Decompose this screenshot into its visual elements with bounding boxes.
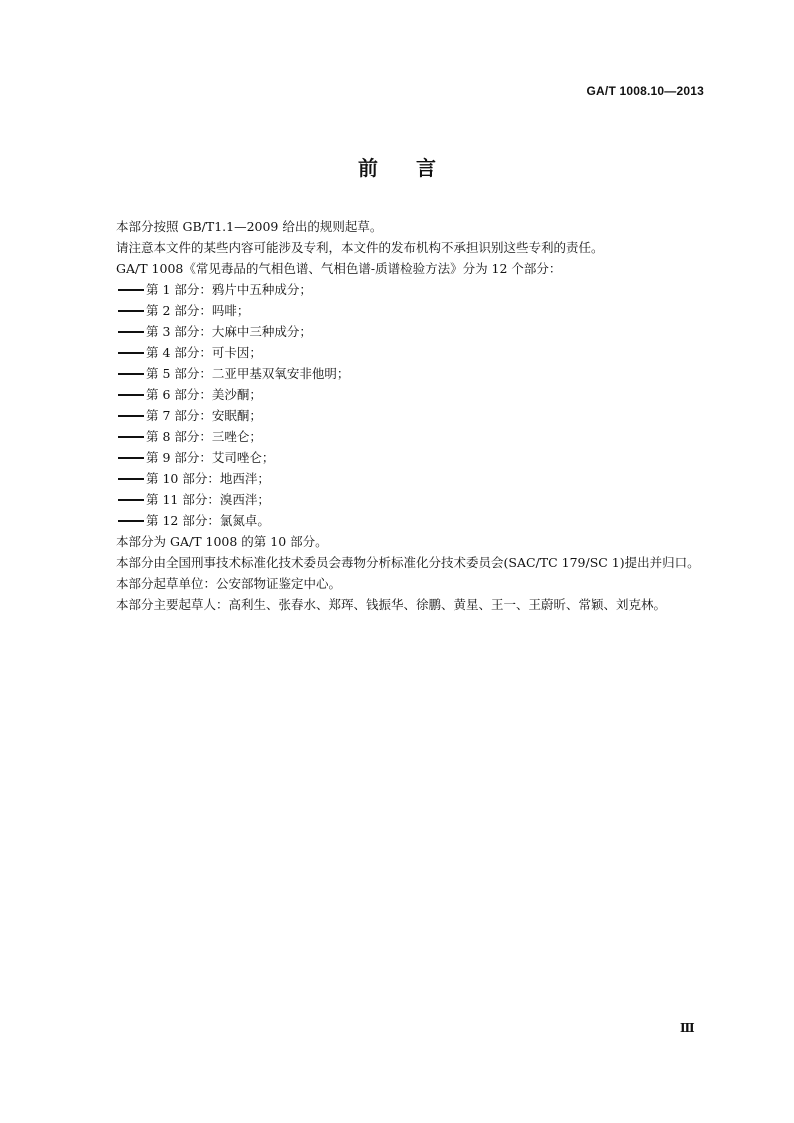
- em-dash-mark: [118, 352, 144, 354]
- list-item-label: 第 8 部分：三唑仑；: [146, 429, 262, 444]
- page-number: Ⅲ: [680, 1021, 695, 1035]
- paragraph-drafting-rules: 本部分按照 GB/T1.1—2009 给出的规则起草。: [116, 219, 383, 234]
- em-dash-mark: [118, 394, 144, 396]
- foreword-body: [90, 216, 706, 615]
- em-dash-mark: [118, 520, 144, 522]
- list-item-label: 第 7 部分：安眠酮；: [146, 408, 262, 423]
- list-item-label: 第 10 部分：地西泮；: [146, 471, 270, 486]
- list-item-label: 第 5 部分：二亚甲基双氧安非他明；: [146, 366, 350, 381]
- paragraph-patent-notice: 请注意本文件的某些内容可能涉及专利，本文件的发布机构不承担识别这些专利的责任。: [116, 240, 604, 255]
- list-item: [90, 363, 706, 384]
- list-item-label: 第 1 部分：鸦片中五种成分；: [146, 282, 312, 297]
- paragraph-part-statement: 本部分为 GA/T 1008 的第 10 部分。: [116, 534, 328, 549]
- list-item: [90, 384, 706, 405]
- paragraph-proposer: 本部分由全国刑事技术标准化技术委员会毒物分析标准化分技术委员会(SAC/TC 179/SC 1)提出并归口。: [116, 555, 700, 570]
- list-item: [90, 279, 706, 300]
- list-item-label: 第 2 部分：吗啡；: [146, 303, 250, 318]
- list-item-label: 第 6 部分：美沙酮；: [146, 387, 262, 402]
- paragraph-parts-intro: GA/T 1008《常见毒品的气相色谱、气相色谱-质谱检验方法》分为 12 个部分：: [116, 261, 562, 276]
- em-dash-mark: [118, 457, 144, 459]
- em-dash-mark: [118, 499, 144, 501]
- em-dash-mark: [118, 415, 144, 417]
- em-dash-mark: [118, 310, 144, 312]
- list-item-label: 第 11 部分：溴西泮；: [146, 492, 270, 507]
- list-item-label: 第 9 部分：艾司唑仑；: [146, 450, 275, 465]
- em-dash-mark: [118, 373, 144, 375]
- em-dash-mark: [118, 436, 144, 438]
- list-item: [90, 468, 706, 489]
- list-item: [90, 342, 706, 363]
- em-dash-mark: [118, 331, 144, 333]
- list-item-label: 第 4 部分：可卡因；: [146, 345, 262, 360]
- list-item: [90, 510, 706, 531]
- paragraph-drafters: 本部分主要起草人：高利生、张春水、郑珲、钱振华、徐鹏、黄星、王一、王蔚昕、常颖、刘克林。: [116, 597, 667, 612]
- list-item: [90, 426, 706, 447]
- em-dash-mark: [118, 478, 144, 480]
- list-item: [90, 447, 706, 468]
- list-item-label: 第 12 部分：氯氮卓。: [146, 513, 270, 528]
- list-item: [90, 405, 706, 426]
- list-item-label: 第 3 部分：大麻中三种成分；: [146, 324, 312, 339]
- document-code: GA/T 1008.10—2013: [586, 84, 704, 98]
- list-item: [90, 321, 706, 342]
- page-title: 前言: [358, 156, 474, 180]
- paragraph-drafting-unit: 本部分起草单位：公安部物证鉴定中心。: [116, 576, 342, 591]
- em-dash-mark: [118, 289, 144, 291]
- list-item: [90, 489, 706, 510]
- list-item: [90, 300, 706, 321]
